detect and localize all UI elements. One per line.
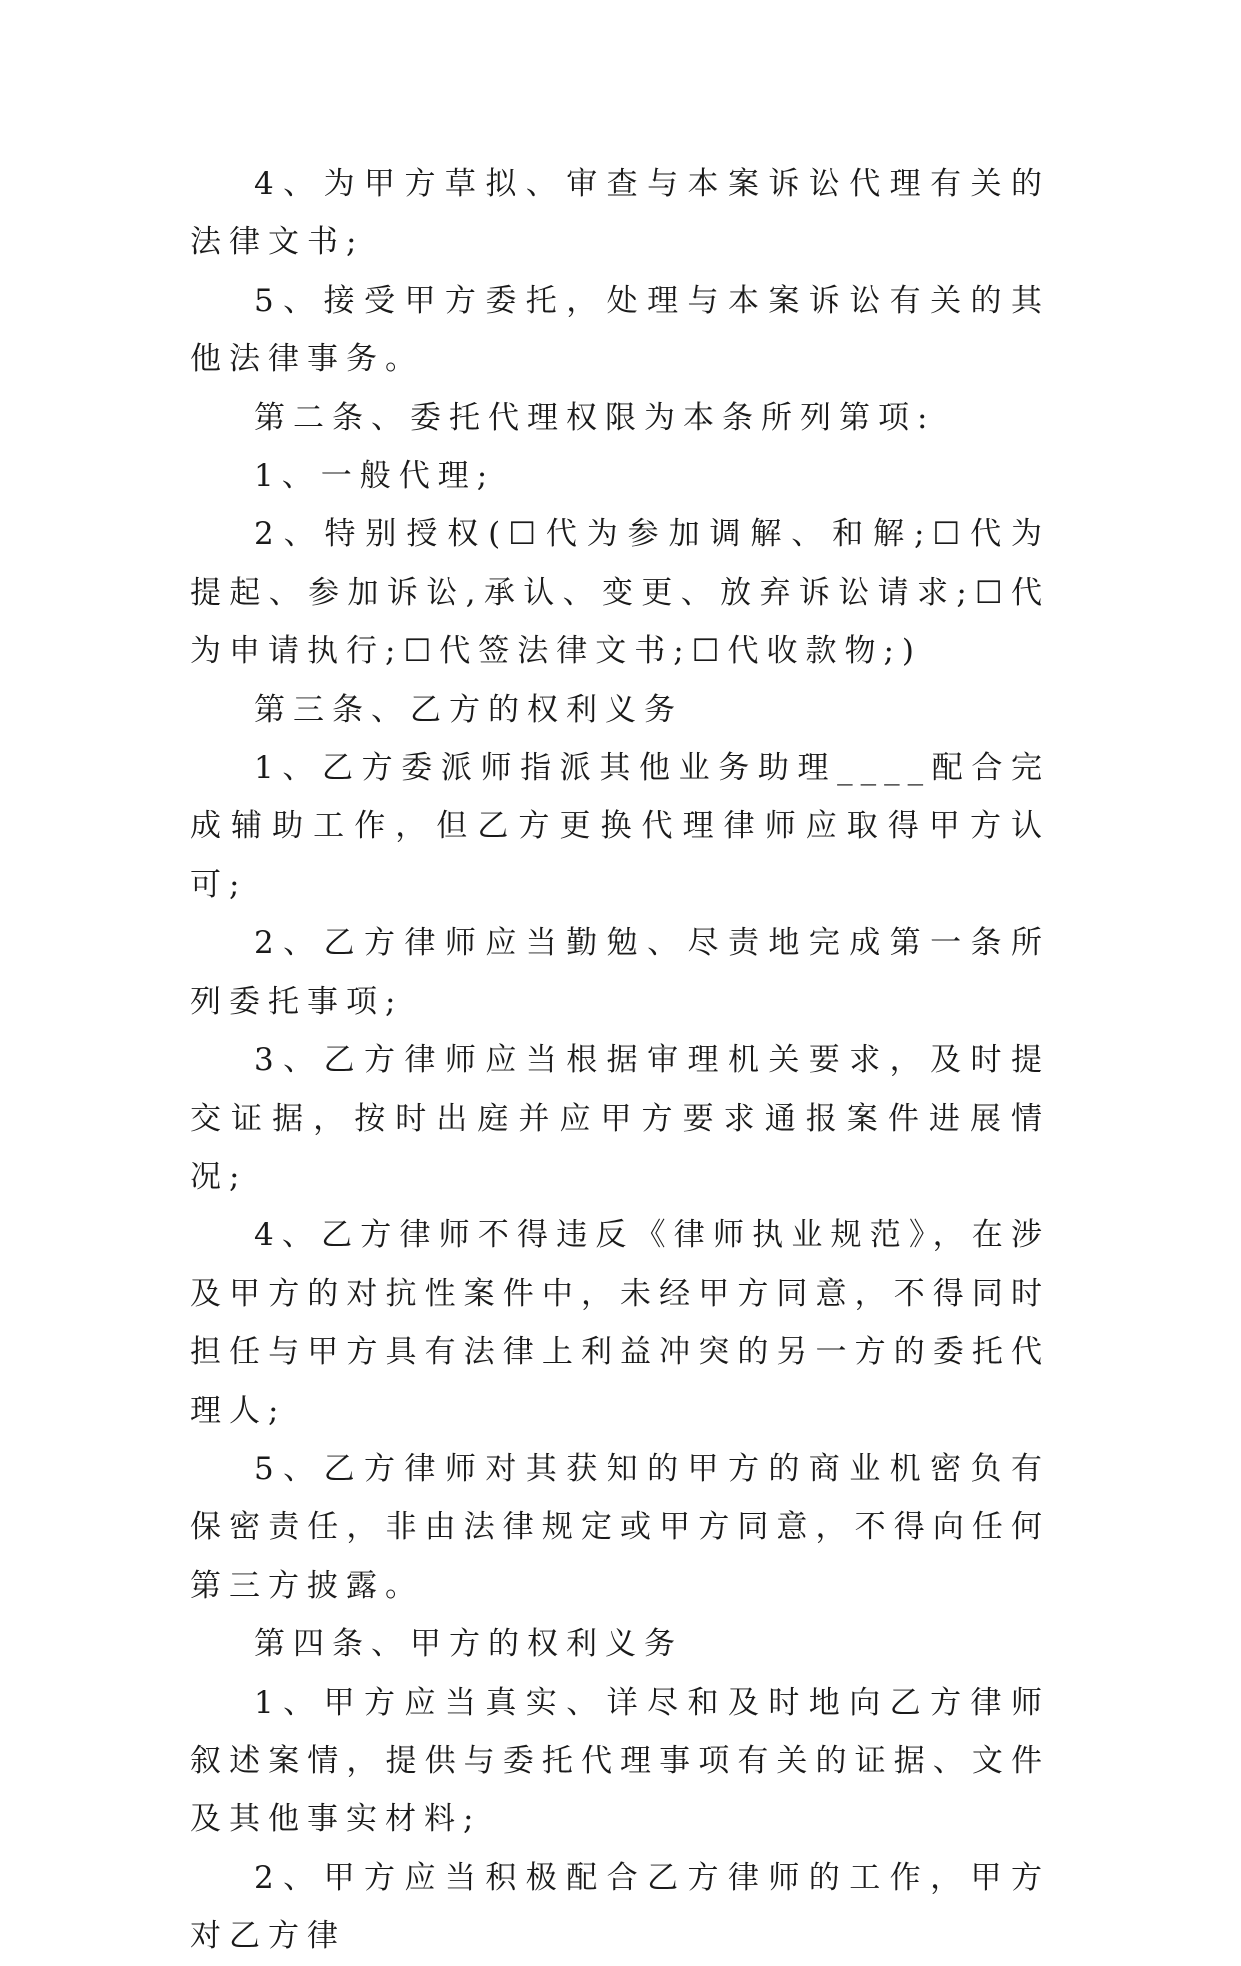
paragraph-item-5: 5、接受甲方委托，处理与本案诉讼有关的其他法律事务。 [190, 282, 1050, 378]
paragraph-article-3-item-4: 4、乙方律师不得违反《律师执业规范》，在涉及甲方的对抗性案件中，未经甲方同意，不得同时担任与甲方具有法律上利益冲突的另一方的委托代理人; [190, 1217, 1050, 1429]
paragraph-item-4: 4、为甲方草拟、审查与本案诉讼代理有关的法律文书; [190, 166, 1050, 261]
paragraph-article-4-item-1: 1、甲方应当真实、详尽和及时地向乙方律师叙述案情，提供与委托代理事项有关的证据、文件及其他事实材料; [190, 1684, 1050, 1838]
paragraph-special-authorization: 2、特别授权(☐代为参加调解、和解;☐代为提起、参加诉讼,承认、变更、放弃诉讼请求;☐代为申请执行;☐代签法律文书;☐代收款物;) [190, 516, 1050, 670]
paragraph-article-3-item-5: 5、乙方律师对其获知的甲方的商业机密负有保密责任，非由法律规定或甲方同意，不得向任何第三方披露。 [190, 1450, 1050, 1604]
paragraph-article-4-item-2: 2、甲方应当积极配合乙方律师的工作，甲方对乙方律 [190, 1859, 1050, 1955]
document-body [190, 155, 1050, 1966]
article-2-heading: 第二条、委托代理权限为本条所列第项: [254, 399, 936, 436]
article-3-heading: 第三条、乙方的权利义务 [254, 691, 683, 728]
article-4-heading: 第四条、甲方的权利义务 [254, 1626, 683, 1663]
paragraph-article-3-item-2: 2、乙方律师应当勤勉、尽责地完成第一条所列委托事项; [190, 925, 1050, 1020]
paragraph-article-3-item-3: 3、乙方律师应当根据审理机关要求，及时提交证据，按时出庭并应甲方要求通报案件进展情况; [190, 1042, 1050, 1195]
paragraph-article-3-item-1: 1、乙方委派师指派其他业务助理____配合完成辅助工作，但乙方更换代理律师应取得甲方认可; [190, 750, 1050, 903]
paragraph-general-agency: 1、一般代理; [254, 458, 496, 495]
